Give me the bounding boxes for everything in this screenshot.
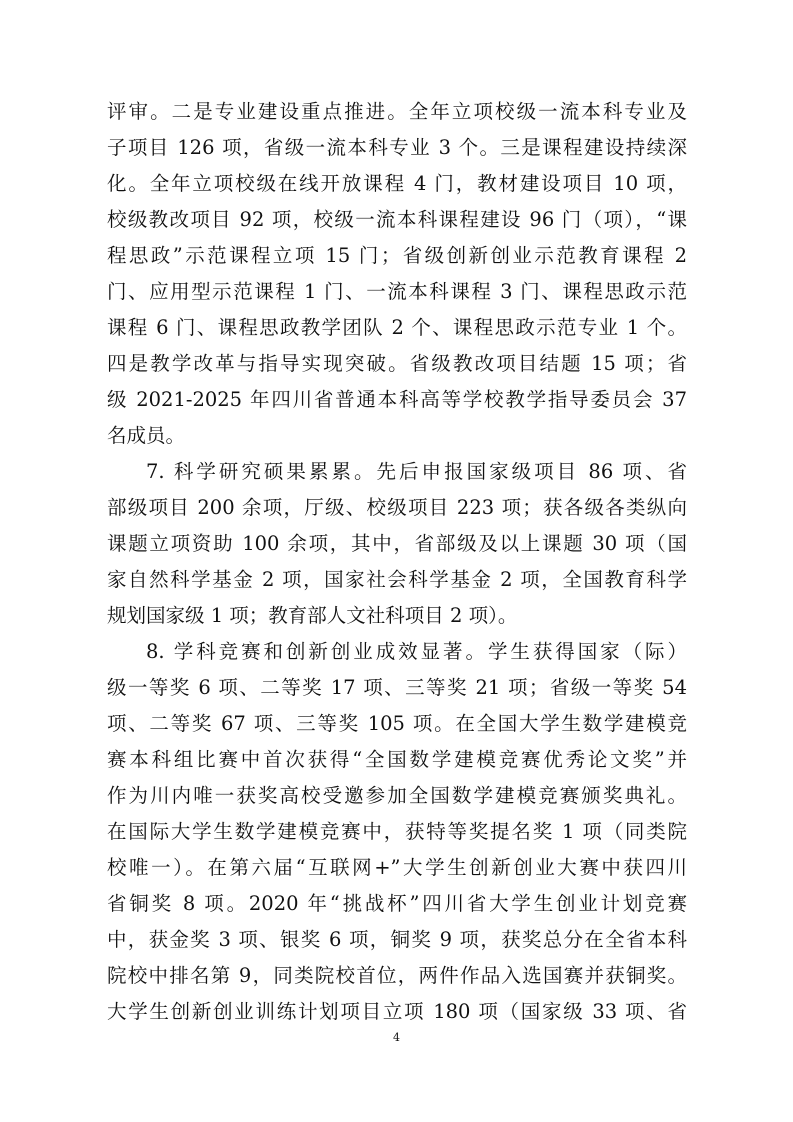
text-line: 大学生创新创业训练计划项目立项 180 项（国家级 33 项、省	[107, 1000, 687, 1023]
text-line: 中，获金奖 3 项、银奖 6 项，铜奖 9 项，获奖总分在全省本科	[107, 928, 687, 951]
text-line: 名成员。	[107, 424, 186, 447]
text-line: 校唯一）。在第六届“互联网+”大学生创新创业大赛中获四川	[107, 856, 687, 879]
text-line: 评审。二是专业建设重点推进。全年立项校级一流本科专业及	[107, 100, 687, 123]
text-line: 校级教改项目 92 项，校级一流本科课程建设 96 门（项），“课	[107, 208, 687, 231]
text-line: 级一等奖 6 项、二等奖 17 项、三等奖 21 项；省级一等奖 54	[107, 676, 687, 699]
text-line: 省铜奖 8 项。2020 年“挑战杯”四川省大学生创业计划竞赛	[107, 892, 687, 915]
text-line: 化。全年立项校级在线开放课程 4 门，教材建设项目 10 项，	[107, 172, 687, 195]
text-line: 课题立项资助 100 余项，其中，省部级及以上课题 30 项（国	[107, 532, 687, 555]
text-line: 项、二等奖 67 项、三等奖 105 项。在全国大学生数学建模竞	[107, 712, 687, 735]
text-line: 部级项目 200 余项，厅级、校级项目 223 项；获各级各类纵向	[107, 496, 687, 519]
text-line: 赛本科组比赛中首次获得“全国数学建模竞赛优秀论文奖”并	[107, 748, 687, 771]
text-line: 四是教学改革与指导实现突破。省级教改项目结题 15 项；省	[107, 352, 687, 375]
text-line: 在国际大学生数学建模竞赛中，获特等奖提名奖 1 项（同类院	[107, 820, 687, 843]
text-line: 规划国家级 1 项；教育部人文社科项目 2 项）。	[107, 604, 518, 627]
section-heading-8: 8. 学科竞赛和创新创业成效显著。学生获得国家（际）	[146, 640, 687, 663]
text-line: 课程 6 门、课程思政教学团队 2 个、课程思政示范专业 1 个。	[107, 316, 687, 339]
text-line: 门、应用型示范课程 1 门、一流本科课程 3 门、课程思政示范	[107, 280, 687, 303]
page-number: 4	[393, 1031, 400, 1044]
text-line: 级 2021-2025 年四川省普通本科高等学校教学指导委员会 37	[107, 388, 687, 411]
text-line: 子项目 126 项，省级一流本科专业 3 个。三是课程建设持续深	[107, 136, 687, 159]
text-line: 家自然科学基金 2 项，国家社会科学基金 2 项，全国教育科学	[107, 568, 687, 591]
section-heading-7: 7. 科学研究硕果累累。先后申报国家级项目 86 项、省	[146, 460, 687, 483]
text-line: 程思政”示范课程立项 15 门；省级创新创业示范教育课程 2	[107, 244, 687, 267]
body-text	[107, 94, 687, 1030]
text-line: 院校中排名第 9，同类院校首位，两件作品入选国赛并获铜奖。	[107, 964, 687, 987]
text-line: 作为川内唯一获奖高校受邀参加全国数学建模竞赛颁奖典礼。	[107, 784, 687, 807]
